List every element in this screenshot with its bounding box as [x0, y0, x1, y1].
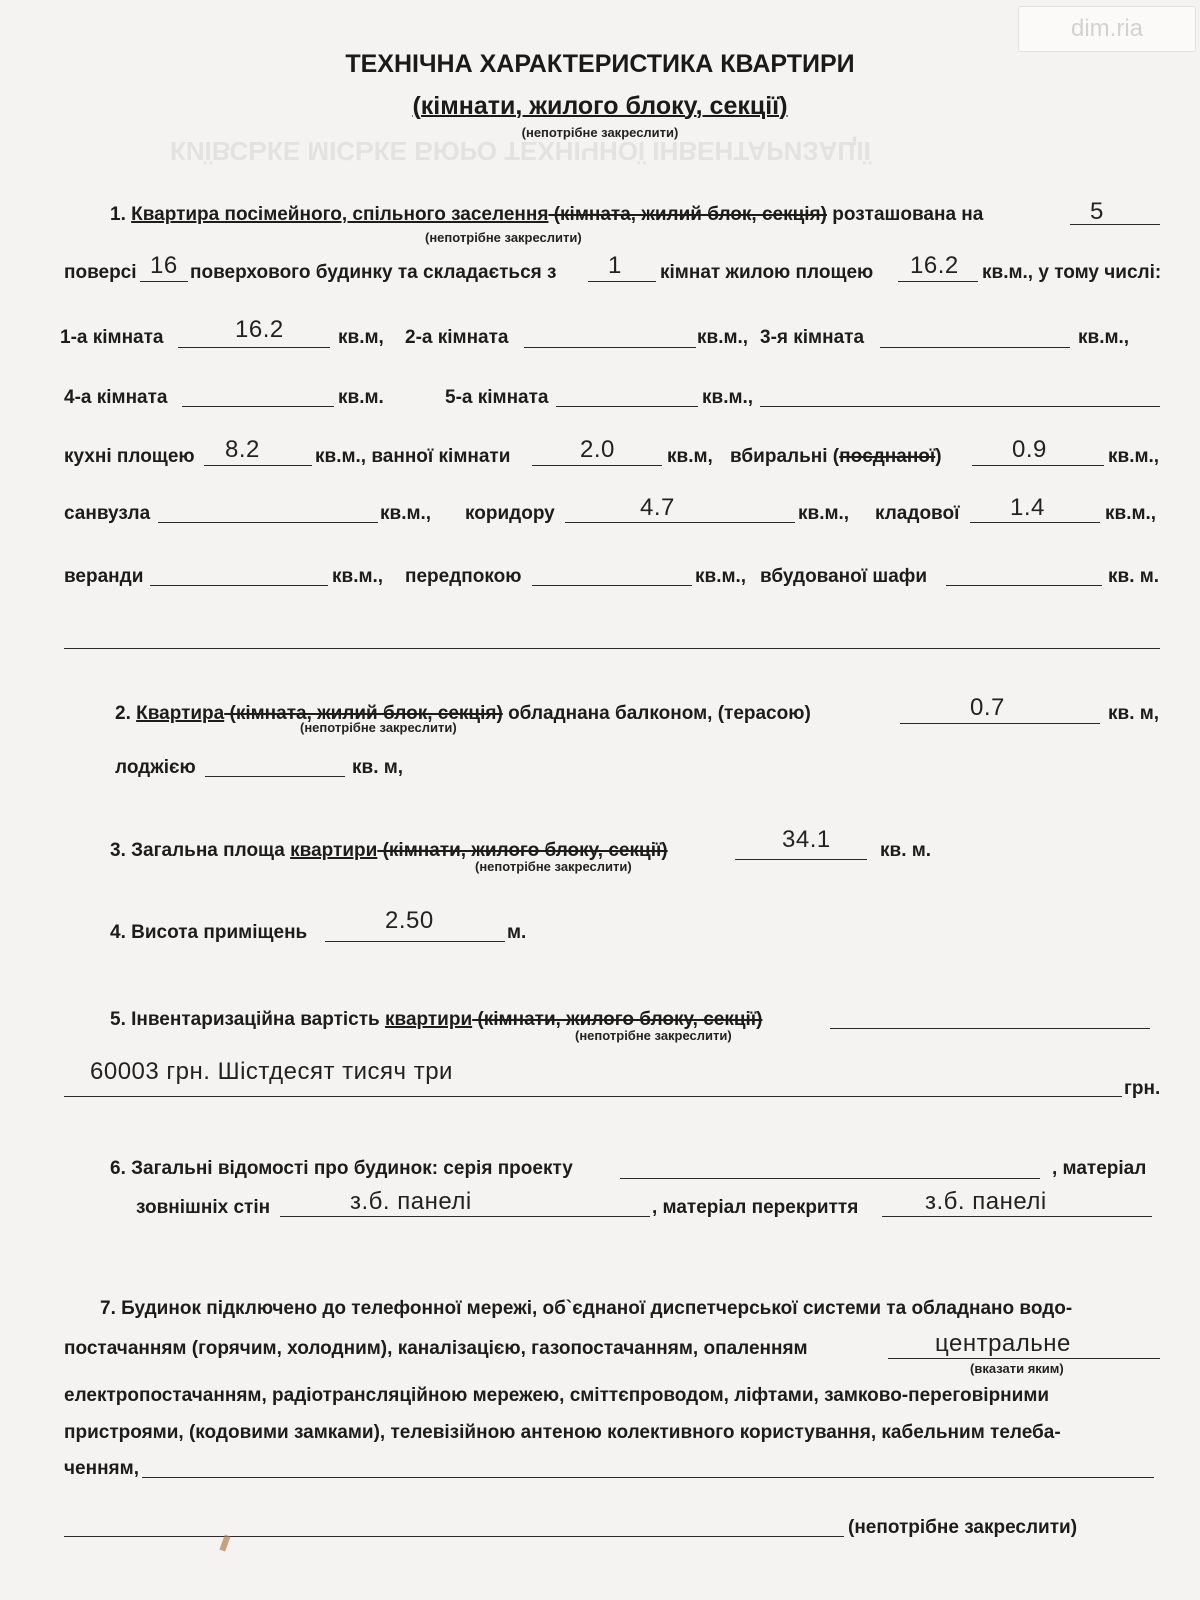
height-value: 2.50: [385, 907, 434, 934]
unit-sanuzel: кв.м.,: [380, 503, 432, 524]
s1-line1: [110, 204, 983, 226]
s2-number: 2.: [115, 703, 137, 724]
label-walls: зовнішніх стін: [136, 1197, 271, 1218]
label-living-area: кімнат жилою площею: [660, 262, 874, 283]
s1-struck-text: (кімната, жилий блок, секція): [548, 204, 827, 225]
unit-height: м.: [507, 922, 527, 943]
s3-struck: (кімнати, жилого блоку, секції): [377, 840, 668, 861]
s2-note: (непотрібне закреслити): [300, 720, 457, 735]
s3-note: (непотрібне закреслити): [475, 859, 632, 874]
rooms-value: 1: [608, 252, 622, 279]
room1-value: 16.2: [235, 316, 284, 343]
unit-inventory: грн.: [1124, 1078, 1161, 1099]
label-ceiling: , матеріал перекриття: [652, 1197, 859, 1218]
unit-toilet: кв.м.,: [1108, 446, 1160, 467]
s1-note: (непотрібне закреслити): [425, 230, 582, 245]
corridor-value: 4.7: [640, 494, 675, 521]
s2-line: [115, 703, 811, 725]
ceiling-value: з.б. панелі: [925, 1188, 1047, 1215]
label-storage: кладової: [875, 503, 960, 524]
s3-apartment: квартири: [290, 840, 378, 861]
floor-value: 5: [1090, 198, 1104, 225]
label-toilet: [730, 446, 942, 468]
label-material: , матеріал: [1052, 1158, 1147, 1179]
label-kitchen: кухні площею: [64, 446, 195, 467]
label-floor: поверсі: [64, 262, 137, 283]
s3-label: 3. Загальна площа: [110, 840, 291, 861]
s7-line2: постачанням (горячим, холодним), каналізацією, газопостачанням, опаленням: [64, 1338, 808, 1359]
label-closet: вбудованої шафи: [760, 566, 928, 587]
label-veranda: веранди: [64, 566, 144, 587]
background-stamp-text: КИЇВСЬКЕ МІСЬКЕ БЮРО ТЕХНІЧНОЇ ІНВЕНТАРИЗАЦІЇ: [170, 136, 871, 166]
s5-apartment: квартири: [385, 1009, 473, 1030]
storage-value: 1.4: [1010, 494, 1045, 521]
inventory-value: 60003 грн. Шістдесят тисяч три: [90, 1058, 453, 1085]
label-room5: 5-а кімната: [445, 387, 549, 408]
s7-line1: 7. Будинок підключено до телефонної мережі, об`єднаної диспетчерської системи та обладнано водо-: [100, 1298, 1073, 1319]
unit-bath: кв.м,: [667, 446, 713, 467]
unit-room5: кв.м.,: [702, 387, 754, 408]
s2-apartment: Квартира: [136, 703, 225, 724]
ink-mark: [219, 1534, 230, 1551]
label-room2: 2-а кімната: [405, 327, 509, 348]
label-loggia: лоджією: [115, 757, 196, 778]
label-project-series: 6. Загальні відомості про будинок: серія проекту: [110, 1158, 573, 1179]
label-hall: передпокою: [405, 566, 522, 587]
walls-value: з.б. панелі: [350, 1188, 472, 1215]
s1-located-on: розташована на: [826, 204, 984, 225]
s2-struck: (кімната, жилий блок, секція): [224, 703, 503, 724]
unit-room4: кв.м.: [338, 387, 384, 408]
s2-balcony-label: обладнана балконом, (терасою): [502, 703, 811, 724]
s7-line3: електропостачанням, радіотрансляційною мережею, сміттєпроводом, ліфтами, замково-переговірними: [64, 1385, 1050, 1406]
unit-room2: кв.м.,: [697, 327, 749, 348]
s1-number: 1.: [110, 204, 132, 225]
s1-apartment-type: Квартира посімейного, спільного заселення: [131, 204, 549, 225]
unit-room1: кв.м,: [338, 327, 384, 348]
unit-closet: кв. м.: [1108, 566, 1160, 587]
kitchen-value: 8.2: [225, 436, 260, 463]
toilet-label-a: вбиральні (: [730, 446, 840, 467]
toilet-label-struck: поєднаної: [839, 446, 936, 467]
bath-value: 2.0: [580, 436, 615, 463]
s7-line4: пристроями, (кодовими замками), телевізійною антеною колективного користування, кабельним телеба-: [64, 1422, 1061, 1443]
unit-veranda: кв.м.,: [332, 566, 384, 587]
floors-total-value: 16: [150, 252, 178, 279]
label-sanuzel: санвузла: [64, 503, 151, 524]
label-room3: 3-я кімната: [760, 327, 865, 348]
unit-hall: кв.м.,: [695, 566, 747, 587]
unit-balcony: кв. м,: [1108, 703, 1160, 724]
unit-room3: кв.м.,: [1078, 327, 1130, 348]
living-area-value: 16.2: [910, 252, 959, 279]
label-height: 4. Висота приміщень: [110, 922, 308, 943]
label-room1: 1-а кімната: [60, 327, 164, 348]
document-title: ТЕХНІЧНА ХАРАКТЕРИСТИКА КВАРТИРИ: [345, 50, 855, 78]
document-subtitle: (кімнати, жилого блоку, секції): [412, 92, 788, 120]
heating-note: (вказати яким): [970, 1361, 1064, 1376]
title-note: (непотрібне закреслити): [521, 125, 679, 140]
unit-total-area: кв. м.: [880, 840, 932, 861]
unit-corridor: кв.м.,: [798, 503, 850, 524]
label-bath: кв.м., ванної кімнати: [315, 446, 511, 467]
label-floors-building: поверхового будинку та складається з: [190, 262, 557, 283]
label-corridor: коридору: [465, 503, 555, 524]
toilet-value: 0.9: [1012, 436, 1047, 463]
unit-storage: кв.м.,: [1105, 503, 1157, 524]
label-room4: 4-а кімната: [64, 387, 168, 408]
unit-loggia: кв. м,: [352, 757, 404, 778]
balcony-value: 0.7: [970, 694, 1005, 721]
s7-line5: ченням,: [64, 1458, 139, 1479]
label-including: кв.м., у тому числі:: [982, 262, 1162, 283]
s5-note: (непотрібне закреслити): [575, 1028, 732, 1043]
s5-label: 5. Інвентаризаційна вартість: [110, 1009, 385, 1030]
heating-value: центральне: [935, 1330, 1071, 1357]
total-area-value: 34.1: [782, 826, 831, 853]
s5-struck: (кімнати, жилого блоку, секції): [472, 1009, 763, 1030]
s7-note: (непотрібне закреслити): [848, 1517, 1078, 1538]
toilet-label-c: ): [935, 446, 942, 467]
site-watermark: dim.ria: [1018, 6, 1196, 52]
